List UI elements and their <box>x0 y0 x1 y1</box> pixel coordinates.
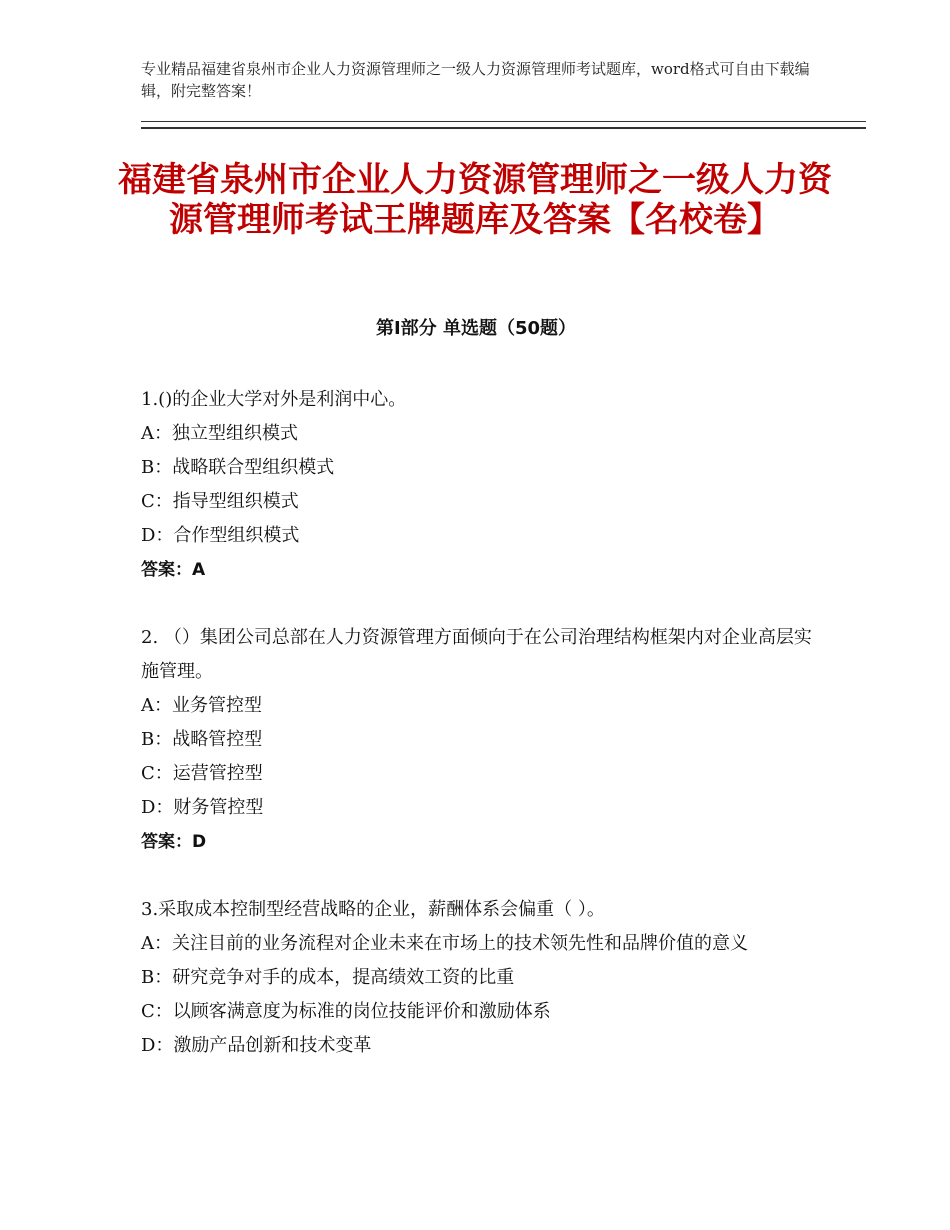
question-3 <box>141 893 821 1063</box>
option-d: D：合作型组织模式 <box>141 525 300 546</box>
question-list <box>141 383 821 1097</box>
option-c: C：指导型组织模式 <box>141 491 299 512</box>
option-b: B：战略联合型组织模式 <box>141 457 335 478</box>
option-c: C：运营管控型 <box>141 763 263 784</box>
header-divider <box>141 121 866 129</box>
question-stem: 2. （）集团公司总部在人力资源管理方面倾向于在公司治理结构框架内对企业高层实施管理。 <box>141 627 812 682</box>
question-2 <box>141 621 821 859</box>
section-title: 第Ⅰ部分 单选题（50题） <box>375 318 576 339</box>
option-d: D：激励产品创新和技术变革 <box>141 1035 372 1056</box>
answer: 答案：A <box>141 560 206 580</box>
document-title: 福建省泉州市企业人力资源管理师之一级人力资源管理师考试王牌题库及答案【名校卷】 <box>118 160 832 240</box>
option-c: C：以顾客满意度为标准的岗位技能评价和激励体系 <box>141 1001 551 1022</box>
question-1 <box>141 383 821 587</box>
option-b: B：战略管控型 <box>141 729 263 750</box>
question-stem: 1.()的企业大学对外是利润中心。 <box>141 389 407 410</box>
header-note: 专业精品福建省泉州市企业人力资源管理师之一级人力资源管理师考试题库，word格式可自由下载编辑，附完整答案！ <box>141 60 810 100</box>
answer: 答案：D <box>141 832 207 852</box>
option-b: B：研究竞争对手的成本，提高绩效工资的比重 <box>141 967 515 988</box>
option-a: A：业务管控型 <box>141 695 262 716</box>
option-a: A：独立型组织模式 <box>141 423 298 444</box>
question-stem: 3.采取成本控制型经营战略的企业，薪酬体系会偏重（ ）。 <box>141 899 605 920</box>
option-a: A：关注目前的业务流程对企业未来在市场上的技术领先性和品牌价值的意义 <box>141 933 748 954</box>
option-d: D：财务管控型 <box>141 797 264 818</box>
